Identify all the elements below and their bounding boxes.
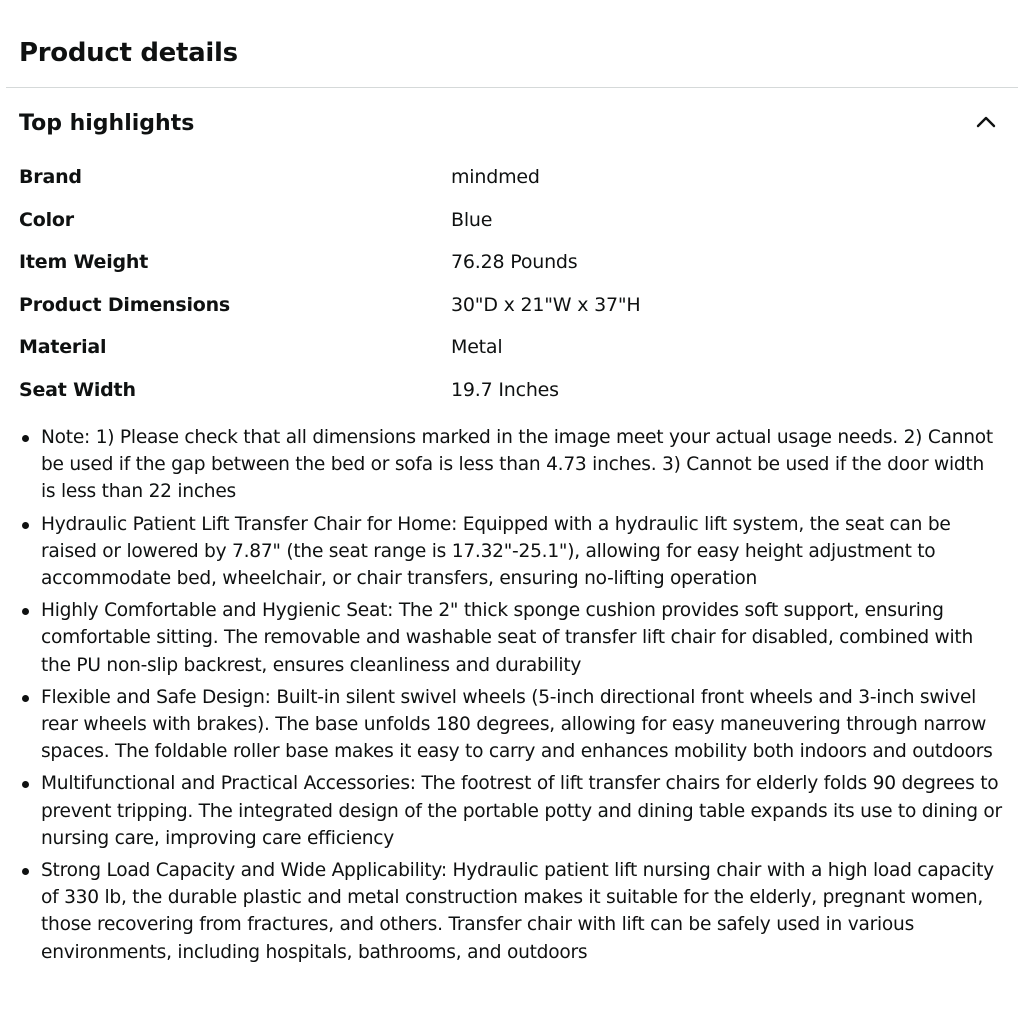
- bullet-dot-icon: [22, 868, 29, 875]
- feature-bullet-list: [19, 424, 1004, 971]
- feature-bullet: [19, 424, 1004, 506]
- spec-value: Metal: [451, 336, 503, 358]
- bullet-dot-icon: [22, 522, 29, 529]
- spec-row-item-weight: [19, 245, 1009, 288]
- feature-bullet-text: Hydraulic Patient Lift Transfer Chair for Home: Equipped with a hydraulic lift system, the seat can be raised or lowered by 7.87" (the seat range is 17.32"-25.1"), allowing for easy height adjustment to accommodate bed, wheelchair, or chair transfers, ensuring no-lifting operation: [41, 513, 951, 590]
- spec-row-material: [19, 330, 1009, 373]
- spec-value: mindmed: [451, 166, 540, 188]
- bullet-dot-icon: [22, 608, 29, 615]
- spec-row-product-dimensions: [19, 288, 1009, 331]
- feature-bullet-text: Highly Comfortable and Hygienic Seat: The 2" thick sponge cushion provides soft support, ensuring comfortable sitting. The removable and washable seat of transfer lift chair for disabled, combined with the PU non-slip backrest, ensures cleanliness and durability: [41, 600, 973, 676]
- feature-bullet-text: Note: 1) Please check that all dimensions marked in the image meet your actual usage needs. 2) Cannot be used if the gap between the bed or sofa is less than 4.73 inches. 3) Cannot be used if the door width is less than 22 inches: [41, 427, 993, 503]
- top-highlights-toggle[interactable]: [0, 104, 1024, 144]
- spec-row-seat-width: [19, 373, 1009, 416]
- feature-bullet: [19, 684, 1004, 766]
- spec-table: [19, 160, 1009, 415]
- spec-label: Material: [19, 336, 107, 358]
- spec-row-color: [19, 203, 1009, 246]
- spec-label: Brand: [19, 166, 82, 188]
- feature-bullet-text: Multifunctional and Practical Accessories: The footrest of lift transfer chairs for elderly folds 90 degrees to prevent tripping. The integrated design of the portable potty and dining table expands its use to dining or nursing care, improving care efficiency: [41, 773, 1002, 849]
- spec-value: Blue: [451, 208, 493, 231]
- feature-bullet: [19, 770, 1004, 852]
- spec-value: 30"D x 21"W x 37"H: [451, 293, 641, 316]
- chevron-up-icon[interactable]: [974, 110, 998, 134]
- feature-bullet: [19, 857, 1004, 966]
- feature-bullet-text: Strong Load Capacity and Wide Applicability: Hydraulic patient lift nursing chair with a high load capacity of 330 lb, the durable plastic and metal construction makes it suitable for the elderly, pregnant women, those recovering from fractures, and others. Transfer chair with lift can be safely used in various environments, including hospitals, bathrooms, and outdoors: [41, 860, 994, 963]
- feature-bullet: [19, 511, 1004, 593]
- spec-value: 19.7 Inches: [451, 378, 559, 401]
- spec-label: Seat Width: [19, 378, 136, 401]
- spec-label: Color: [19, 208, 74, 231]
- feature-bullet-text: Flexible and Safe Design: Built-in silent swivel wheels (5-inch directional front wheels and 3-inch swivel rear wheels with brakes). The base unfolds 180 degrees, allowing for easy maneuvering through narrow spaces. The foldable roller base makes it easy to carry and enhances mobility both indoors and outdoors: [41, 686, 993, 763]
- bullet-dot-icon: [22, 435, 29, 442]
- bullet-dot-icon: [22, 781, 29, 788]
- spec-row-brand: [19, 160, 1009, 203]
- page-title: Product details: [19, 38, 238, 68]
- section-title: Top highlights: [19, 111, 195, 136]
- feature-bullet: [19, 597, 1004, 679]
- spec-value: 76.28 Pounds: [451, 251, 578, 273]
- spec-label: Item Weight: [19, 251, 149, 273]
- bullet-dot-icon: [22, 695, 29, 702]
- spec-label: Product Dimensions: [19, 293, 231, 316]
- header-divider: [6, 87, 1018, 88]
